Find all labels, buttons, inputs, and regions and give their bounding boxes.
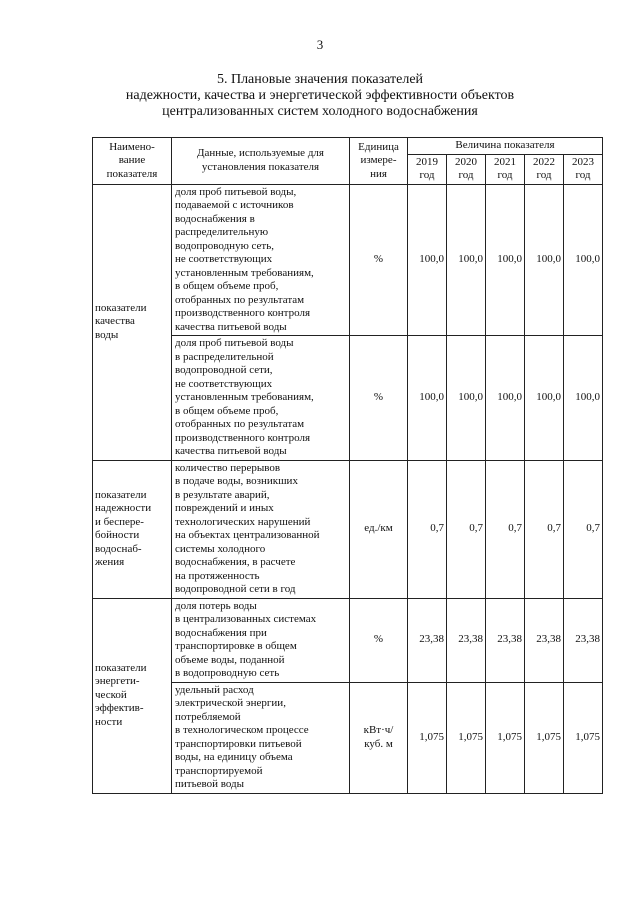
row-value: 23,38 [408,598,447,682]
row-value: 1,075 [564,682,603,793]
header-year: 2020 год [447,154,486,184]
row-value: 1,075 [525,682,564,793]
indicators-table [92,137,603,794]
page-number: 3 [316,37,324,52]
header-year: 2021 год [486,154,525,184]
row-value: 0,7 [447,460,486,598]
group-energy-efficiency: показатели энергети- ческой эффектив- ности [93,598,172,793]
title-line: надежности, качества и энергетической эффективности объектов [125,88,515,103]
row-unit: % [350,598,408,682]
row-value: 100,0 [447,184,486,336]
row-description: удельный расход электрической энергии, потребляемой в технологическом процессе транспортировки питьевой воды, на единицу объема транспортируемой питьевой воды [172,682,350,793]
header-value-group: Величина показателя [408,138,603,155]
row-value: 1,075 [447,682,486,793]
header-source-data: Данные, используемые для установления показателя [172,138,350,185]
row-description: доля проб питьевой воды, подаваемой с источников водоснабжения в распределительную водопроводную сеть, не соответствующих установленным требованиям, в общем объеме проб, отобранных по результатам производственного контроля качества питьевой воды [172,184,350,336]
row-unit: ед./км [350,460,408,598]
row-description: доля проб питьевой воды в распределительной водопроводной сети, не соответствующих установленным требованиям, в общем объеме проб, отобранных по результатам производственного контроля качества питьевой воды [172,336,350,461]
row-value: 100,0 [447,336,486,461]
row-value: 100,0 [408,184,447,336]
header-year: 2019 год [408,154,447,184]
row-value: 0,7 [564,460,603,598]
row-unit: % [350,184,408,336]
row-value: 0,7 [525,460,564,598]
row-value: 0,7 [408,460,447,598]
row-value: 100,0 [564,336,603,461]
row-value: 23,38 [525,598,564,682]
title-line: централизованных систем холодного водоснабжения [162,104,478,119]
row-value: 23,38 [486,598,525,682]
row-unit: кВт·ч/ куб. м [350,682,408,793]
table-row [93,184,603,336]
header-year: 2022 год [525,154,564,184]
title-line: 5. Плановые значения показателей [216,72,424,87]
group-reliability: показатели надежности и беспере- бойности водоснаб- жения [93,460,172,598]
row-description: доля потерь воды в централизованных системах водоснабжения при транспортировке в общем объеме воды, поданной в водопроводную сеть [172,598,350,682]
row-value: 100,0 [408,336,447,461]
row-unit: % [350,336,408,461]
table-row [93,460,603,598]
row-value: 0,7 [486,460,525,598]
row-value: 100,0 [525,184,564,336]
row-value: 100,0 [564,184,603,336]
header-year: 2023 год [564,154,603,184]
document-title [0,72,640,120]
row-value: 23,38 [564,598,603,682]
header-indicator-name: Наимено- вание показателя [93,138,172,185]
table-row [93,598,603,682]
row-value: 1,075 [408,682,447,793]
row-description: количество перерывов в подаче воды, возникших в результате аварий, повреждений и иных технологических нарушений на объектах централизованной системы холодного водоснабжения, в расчете на протяженность водопроводной сети в год [172,460,350,598]
row-value: 1,075 [486,682,525,793]
row-value: 23,38 [447,598,486,682]
row-value: 100,0 [525,336,564,461]
header-unit: Единица измере- ния [350,138,408,185]
group-water-quality: показатели качества воды [93,184,172,460]
row-value: 100,0 [486,336,525,461]
row-value: 100,0 [486,184,525,336]
